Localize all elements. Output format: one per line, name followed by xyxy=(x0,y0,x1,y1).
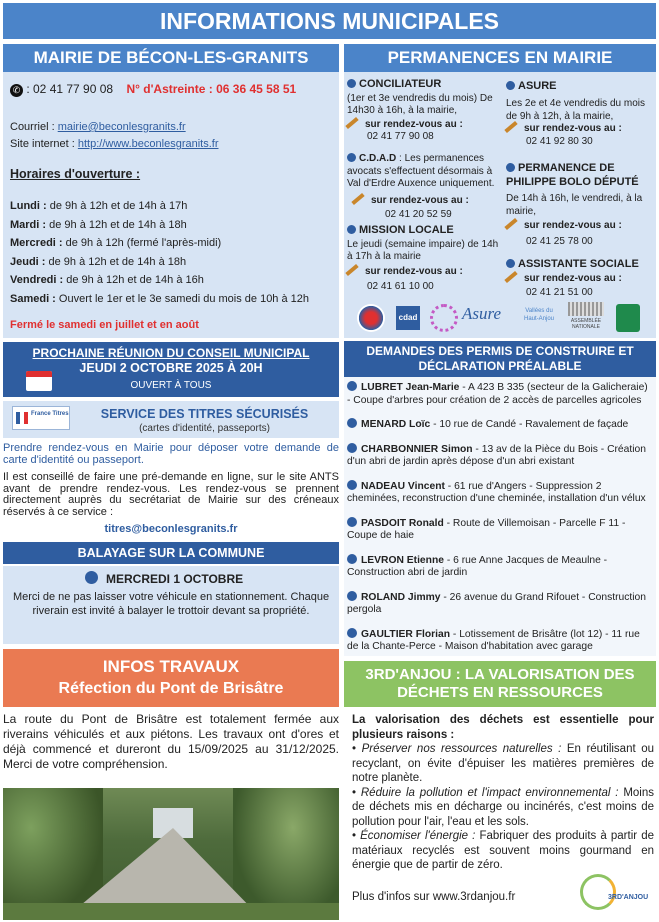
perm-mission-locale: MISSION LOCALE Le jeudi (semaine impaire) de 14h à 17h à la mairie sur rendez-vous au : 02 41 61 10 00 xyxy=(347,224,499,292)
courriel-line: Courriel : mairie@beconlesgranits.fr xyxy=(10,121,186,133)
courriel-link[interactable]: mairie@beconlesgranits.fr xyxy=(57,121,186,133)
pen-icon xyxy=(504,218,517,230)
page-title: INFORMATIONS MUNICIPALES xyxy=(3,3,656,39)
bridge-road-photo xyxy=(3,788,339,920)
arrow-icon xyxy=(347,517,357,527)
balayage-title: BALAYAGE SUR LA COMMUNE xyxy=(3,542,339,564)
departement-logo xyxy=(616,304,640,332)
perm-assistante: ASSISTANTE SOCIALE sur rendez-vous au : 02 41 21 51 00 xyxy=(506,258,654,300)
hours-row: Lundi : de 9h à 12h et de 14h à 17h xyxy=(10,200,188,212)
conseil-date: JEUDI 2 OCTOBRE 2025 À 20H xyxy=(79,361,263,375)
list-item: CHARBONNIER Simon - 13 av de la Pièce du Bois - Création d'un abri de jardin après dépose d'un abri existant xyxy=(347,443,646,467)
hours-row: Mercredi : de 9h à 12h (fermé l'après-midi) xyxy=(10,237,222,249)
conseil-title: PROCHAINE RÉUNION DU CONSEIL MUNICIPAL xyxy=(32,346,310,360)
pen-icon xyxy=(351,192,364,204)
travaux-text: La route du Pont de Brisâtre est totalement fermée aux riverains véhiculés et aux piétons. Les travaux ont d'ores et déjà commencé et dureront du 15/09/2025 au 31/12/2025. Merci de votre compréhension. xyxy=(3,712,339,771)
asure-logo: Asure xyxy=(462,304,502,323)
hours-row: Vendredi : de 9h à 12h et de 14h à 16h xyxy=(10,274,204,286)
arrow-icon xyxy=(85,571,98,584)
pen-icon xyxy=(345,263,358,275)
anjou-title: 3RD'ANJOU : LA VALORISATION DES DÉCHETS EN RESSOURCES xyxy=(344,661,656,707)
site-link[interactable]: http://www.beconlesgranits.fr xyxy=(77,138,219,150)
titres-title: SERVICE DES TITRES SÉCURISÉS xyxy=(100,407,309,421)
list-item: NADEAU Vincent - 61 rue d'Angers - Suppression 2 cheminées, reconstruction d'une cheminée, installation d'un vélux xyxy=(347,480,646,504)
titres-email[interactable]: titres@beconlesgranits.fr xyxy=(104,523,238,535)
list-item: GAULTIER Florian - Lotissement de Brisâtre (lot 12) - 11 rue de la Chante-Perce - Maison d'habitation avec garage xyxy=(347,628,640,652)
list-item: LUBRET Jean-Marie - A 423 B 335 (secteur de la Galicheraie) - Coupe d'arbres pour création de 2 accès de parcelles agricoles xyxy=(347,382,648,406)
vallees-logo: Vallées du Haut-Anjou xyxy=(523,308,555,322)
anjou-footer[interactable]: Plus d'infos sur www.3rdanjou.fr xyxy=(352,891,516,903)
balayage-text: Merci de ne pas laisser votre véhicule en stationnement. Chaque riverain est invité à balayer le trottoir devant sa propriété. xyxy=(12,591,330,617)
conciliateur-logo xyxy=(357,304,385,332)
titres-p1: Prendre rendez-vous en Mairie pour déposer votre demande de carte d'identité ou passeport. xyxy=(3,442,339,466)
permanences-title: PERMANENCES EN MAIRIE xyxy=(344,44,656,72)
mairie-phone: : 02 41 77 90 08 xyxy=(26,82,114,96)
perm-asure: ASURE Les 2e et 4e vendredis du mois de 9h à 12h, à la mairie, sur rendez-vous au : 02 41 92 80 30 xyxy=(506,80,645,147)
arrow-icon xyxy=(347,443,357,453)
list-item: PASDOIT Ronald - Route de Villemoisan - Parcelle F 11 - Coupe de haie xyxy=(347,517,626,541)
mairie-contact-line xyxy=(10,82,296,97)
perm-cdad: C.D.A.D : Les permanences avocats s'effectuent désormais à Val d'Erdre Auxence uniquement. sur rendez-vous au : 02 41 20 52 59 xyxy=(347,153,495,220)
mairie-title: MAIRIE DE BÉCON-LES-GRANITS xyxy=(3,44,339,72)
pin-icon xyxy=(506,259,515,268)
hours-row: Samedi : Ouvert le 1er et le 3e samedi du mois de 10h à 12h xyxy=(10,292,310,305)
astreinte-number: N° d'Astreinte : 06 36 45 58 51 xyxy=(126,82,297,96)
anjou-point: • Économiser l'énergie : Fabriquer des produits à partir de matériaux recyclés est souvent moins gourmand en énergie que de partir de zéro. xyxy=(352,830,654,871)
pin-icon xyxy=(506,81,515,90)
hours-row: Mardi : de 9h à 12h et de 14h à 18h xyxy=(10,218,187,231)
travaux-title: INFOS TRAVAUX xyxy=(102,657,240,676)
anjou-intro: La valorisation des déchets est essentielle pour plusieurs raisons : xyxy=(352,714,654,741)
perm-depute: PERMANENCE DE PHILIPPE BOLO DÉPUTÉ De 14h à 16h, le vendredi, à la mairie, sur rendez-vous au : 02 41 25 78 00 xyxy=(506,162,643,247)
cdad-logo: cdad xyxy=(396,306,420,330)
perm-conciliateur: CONCILIATEUR (1er et 3e vendredis du mois) De 14h30 à 16h, à la mairie, sur rendez-vous au : 02 41 77 90 08 xyxy=(347,78,493,142)
phone-icon: ✆ xyxy=(10,84,23,97)
pin-icon xyxy=(347,153,356,162)
arrow-icon xyxy=(347,418,357,428)
hours-row: Jeudi : de 9h à 12h et de 14h à 18h xyxy=(10,255,187,268)
permis-title: DEMANDES DES PERMIS DE CONSTRUIRE ET DÉCLARATION PRÉALABLE xyxy=(344,341,656,377)
arrow-icon xyxy=(347,591,357,601)
conseil-note: OUVERT À TOUS xyxy=(130,380,212,391)
pen-icon xyxy=(345,116,358,128)
pin-icon xyxy=(506,163,515,172)
travaux-header xyxy=(3,649,339,707)
list-item: LEVRON Etienne - 6 rue Anne Jacques de Meaulne - Construction abri de jardin xyxy=(347,554,608,578)
assemblee-logo: ASSEMBLÉE NATIONALE xyxy=(568,302,604,332)
list-item: MENARD Loïc - 10 rue de Candé - Ravalement de façade xyxy=(347,417,653,432)
pen-icon xyxy=(504,270,517,282)
titres-subtitle: (cartes d'identité, passeports) xyxy=(139,423,270,434)
arrow-icon xyxy=(347,381,357,391)
horaires-title: Horaires d'ouverture : xyxy=(10,167,141,181)
anjou-point: • Réduire la pollution et l'impact environnemental : Moins de déchets mis en décharge ou incinérés, c'est moins de pollution pour l'air, l'eau et les sols. xyxy=(352,786,654,828)
france-titres-logo: France Titres xyxy=(12,406,70,430)
pin-icon xyxy=(347,79,356,88)
site-line: Site internet : http://www.beconlesgranits.fr xyxy=(10,138,219,150)
balayage-date: MERCREDI 1 OCTOBRE xyxy=(106,572,244,586)
travaux-subtitle: Réfection du Pont de Brisâtre xyxy=(58,680,284,697)
ferme-notice: Fermé le samedi en juillet et en août xyxy=(10,319,199,331)
anjou-body xyxy=(352,713,654,873)
permis-list xyxy=(347,380,653,654)
hours-list xyxy=(10,199,336,306)
3rdanjou-logo: 3RD'ANJOU xyxy=(578,872,632,912)
balayage-date-line xyxy=(85,570,243,586)
arrow-icon xyxy=(347,554,357,564)
mission-locale-logo xyxy=(430,304,458,332)
list-item: ROLAND Jimmy - 26 avenue du Grand Rifouet - Construction pergola xyxy=(347,591,647,615)
arrow-icon xyxy=(347,628,357,638)
anjou-point: • Préserver nos ressources naturelles : En réutilisant ou recyclant, on évite d'épuiser les matières premières de notre planète. xyxy=(352,743,654,784)
pin-icon xyxy=(347,225,356,234)
titres-p2: Il est conseillé de faire une pré-demande en ligne, sur le site ANTS avant de prendre rendez-vous. Les rendez-vous se prennent directement auprès du secrétariat de Mairie sur des créneaux réservés à ce service : xyxy=(3,471,339,518)
arrow-icon xyxy=(347,480,357,490)
